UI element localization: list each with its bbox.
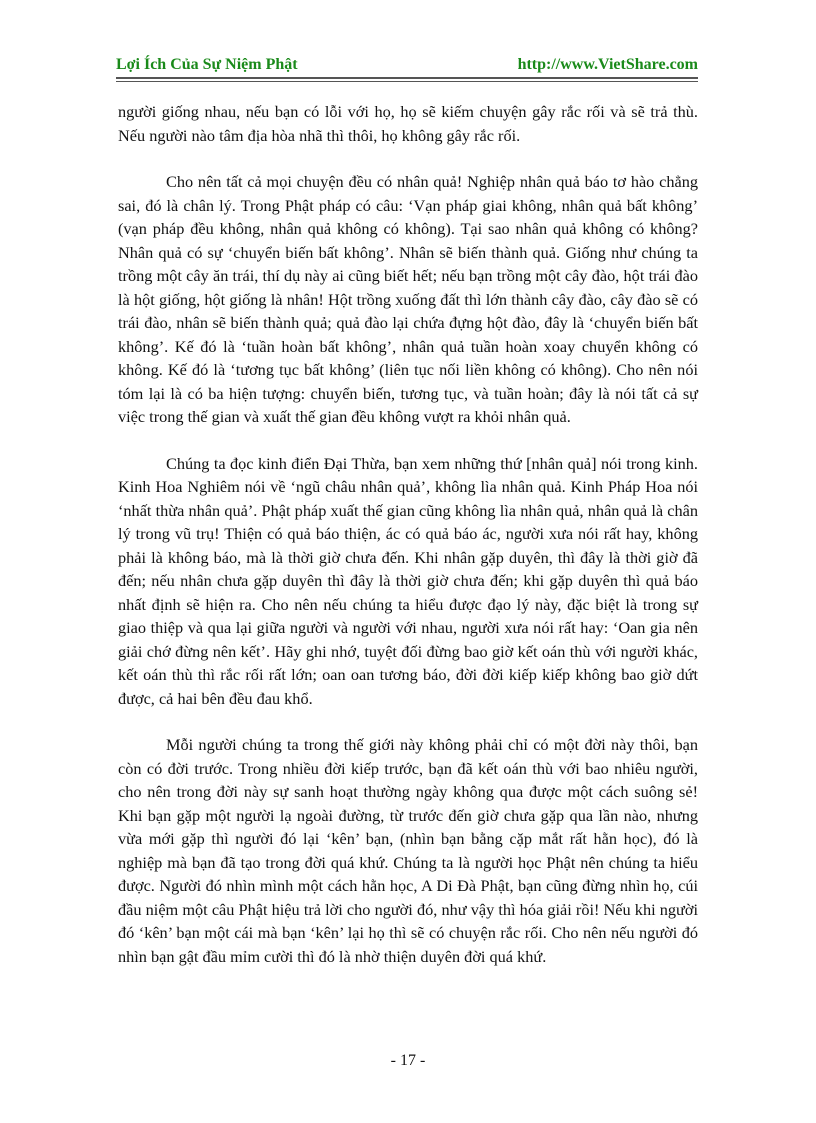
paragraph: Cho nên tất cả mọi chuyện đều có nhân quả! Nghiệp nhân quả báo tơ hào chẳng sai, đó là chân lý. Trong Phật pháp có câu: ‘Vạn pháp giai không, nhân quả bất không’ (vạn pháp đều không, nhân quả không có không). Tại sao nhân quả không có không? Nhân quả có sự ‘chuyển biến bất không’. Nhân sẽ biến thành quả. Giống như chúng ta trồng một cây ăn trái, thí dụ này ai cũng biết hết; nếu bạn trồng một cây đào, hột trái đào là hột giống, hột giống là nhân! Hột trồng xuống đất thì lớn thành cây đào, cây đào sẽ có trái đào, nhân sẽ biến thành quả; quả đào lại chứa đựng hột đào, đây là ‘chuyển biến bất không’. Kế đó là ‘tuần hoàn bất không’, nhân quả tuần hoàn xoay chuyển không có không. Kế đó là ‘tương tục bất không’ (liên tục nối liền không có không). Cho nên nói tóm lại là có ba hiện tượng: chuyển biến, tương tục, và tuần hoàn; đây là nói tất cả sự việc trong thế gian và xuất thế gian đều không vượt ra khỏi nhân quả. [118,172,698,426]
paragraph-continued: người giống nhau, nếu bạn có lỗi với họ, họ sẽ kiếm chuyện gây rắc rối và sẽ trả thù. Nếu người nào tâm địa hòa nhã thì thôi, họ không gây rắc rối. [118,102,698,145]
paragraph: Mỗi người chúng ta trong thế giới này không phải chỉ có một đời này thôi, bạn còn có đời trước. Trong nhiều đời kiếp trước, bạn đã kết oán thù với bao nhiêu người, cho nên trong đời này sự sanh hoạt thường ngày không qua được một cách suông sẻ! Khi bạn gặp một người lạ ngoài đường, từ trước đến giờ chưa gặp qua lần nào, nhưng vừa mới gặp thì người đó lại ‘kên’ bạn, (nhìn bạn bằng cặp mắt rất hằn học), đó là nghiệp mà bạn đã tạo trong đời quá khứ. Chúng ta là người học Phật nên chúng ta hiểu được. Người đó nhìn mình một cách hằn học, A Di Đà Phật, bạn cũng đừng nhìn họ, cúi đầu niệm một câu Phật hiệu trả lời cho người đó, như vậy thì hóa giải rồi! Nếu khi người đó ‘kên’ bạn một cái mà bạn ‘kên’ lại họ thì sẽ có chuyện rắc rối. Cho nên nếu người đó nhìn bạn gật đầu mỉm cười thì đó là nhờ thiện duyên đời quá khứ. [118,735,698,966]
header-rule-thick [116,77,698,79]
page-number: - 17 - [390,1052,426,1069]
paragraph: Chúng ta đọc kinh điển Đại Thừa, bạn xem những thứ [nhân quả] nói trong kinh. Kinh Hoa Nghiêm nói về ‘ngũ châu nhân quả’, không lìa nhân quả. Kinh Pháp Hoa nói ‘nhất thừa nhân quả’. Phật pháp xuất thế gian cũng không lìa nhân quả, nhân quả là chân lý trong vũ trụ! Thiện có quả báo thiện, ác có quả báo ác, người xưa nói rất hay, không phải là không báo, mà là thời giờ chưa đến. Khi nhân gặp duyên, thì đây là thời giờ đã đến; nếu nhân chưa gặp duyên thì đây là thời giờ chưa đến; khi gặp duyên thì quả báo nhất định sẽ hiện ra. Cho nên nếu chúng ta hiểu được đạo lý này, đặc biệt là trong sự giao thiệp và qua lại giữa người và người với nhau, người xưa nói rất hay: ‘Oan gia nên giải chớ đừng nên kết’. Hãy ghi nhớ, tuyệt đối đừng bao giờ kết oán thù với người khác, kết oán thù thì rắc rối rất lớn; oan oan tương báo, đời đời kiếp kiếp không bao giờ dứt được, cả hai bên đều đau khổ. [118,453,698,708]
header-rule-thin [116,81,698,82]
page-header [116,50,698,74]
header-url: http://www.VietShare.com [517,56,698,73]
header-title: Lợi Ích Của Sự Niệm Phật [116,56,298,73]
page-body [118,100,698,991]
